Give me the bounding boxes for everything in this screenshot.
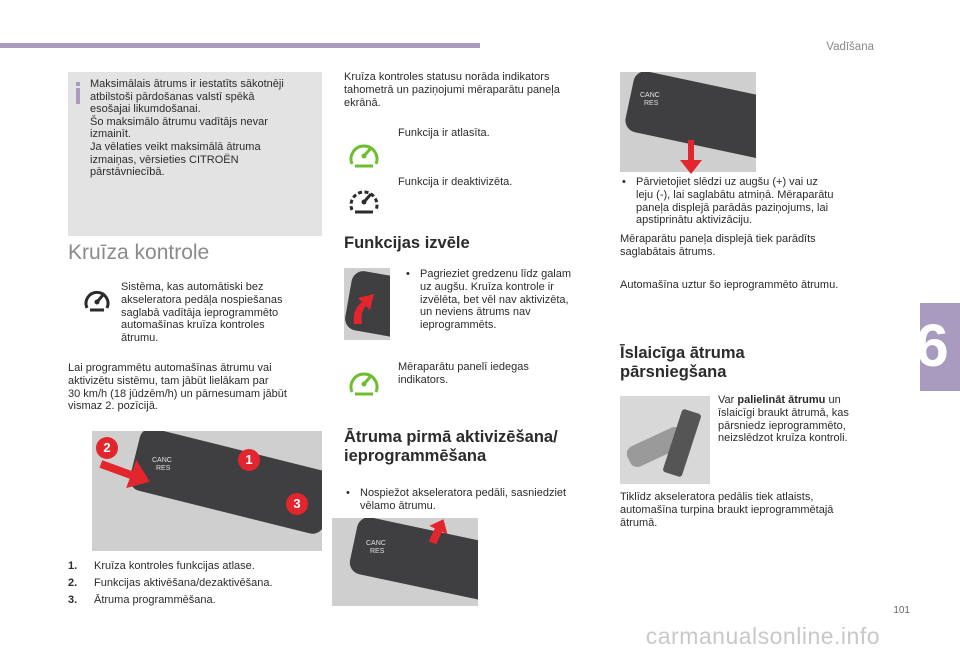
callout-2: 2 [96,437,118,459]
callout-1: 1 [238,449,260,471]
cruise-selected-green-icon [346,138,382,170]
status-deactivated-text: Funkcija ir deaktivizēta. [398,176,513,188]
heading-temporary-overspeed: Īslaicīga ātruma pārsniegšana [620,344,745,381]
list-item: 2. Funkcijas aktivēšana/dezaktivēšana. [68,577,273,589]
info-icon [76,82,80,104]
heading-first-activation: Ātruma pirmā aktivizēšana/ ieprogrammēšana [344,428,558,465]
section-title: Vadīšana [826,41,874,53]
programming-conditions: Lai programmētu automašīnas ātrumu vai aktivizētu sistēmu, tam jābūt lielākam par 30 km/h (18 jūdzēm/h) un pārnesumam jābūt vismaz 2. pozīcijā. [68,362,287,413]
stalk-canc-label: CANC [640,92,660,99]
speedometer-icon [82,286,112,316]
indicator-text: Mēraparātu panelī iedegas indikators. [398,361,529,386]
cruise-deactivated-icon [346,184,382,216]
page-number: 101 [893,605,910,616]
arrow-up-icon [348,290,378,326]
list-item: 1. Kruīza kontroles funkcijas atlase. [68,560,255,572]
watermark: carmanualsonline.info [645,623,880,649]
indicator-green-icon [346,366,382,398]
status-intro: Kruīza kontroles statusu norāda indikators tahometrā un paziņojumi mēraparātu paneļa ekrānā. [344,71,560,109]
stalk-accelerate-photo [332,518,478,606]
arrow-up-icon [428,518,448,544]
header-accent-bar [0,43,480,48]
heading-cruise-control: Kruīza kontrole [68,241,210,264]
cruise-control-description: Sistēma, kas automātiski bez akseleratora pedāļa nospiešanas saglabā vadītāja ieprogrammēto automašīnas kruīza kontroles ātrumu. [121,281,283,345]
first-activation-instruction: • Nospiežot akseleratora pedāli, sasniedziet vēlamo ātrumu. [344,487,600,513]
stalk-res-label: RES [156,465,171,472]
selection-instruction: • Pagrieziet gredzenu līdz galam uz augšu. Kruīza kontrole ir izvēlēta, bet vēl nav aktivizēta, un neviens ātrums nav ieprogrammēts. [404,268,600,332]
steering-stalk-photo [92,431,322,551]
heading-function-selection: Funkcijas izvēle [344,234,470,252]
list-item: 3. Ātruma programmēšana. [68,594,216,606]
status-selected-text: Funkcija ir atlasīta. [398,127,490,139]
pedal-released-text: Tiklīdz akseleratora pedālis tiek atlaists, automašīna turpina braukt ieprogrammētajā ātrumā. [620,491,834,529]
arrow-down-icon [680,140,702,174]
store-speed-instruction: • Pārvietojiet slēdzi uz augšu (+) vai uz leju (-), lai saglabātu atmiņā. Mēraparātu paneļa displejā parādās paziņojums, lai apstiprinātu aktivizāciju. [620,176,860,227]
callout-3: 3 [286,493,308,515]
info-box [68,72,322,236]
stalk-res-label: RES [644,100,659,107]
stalk-res-label: RES [370,548,385,555]
info-text: Maksimālais ātrums ir iestatīts sākotnēji atbilstoši pārdošanas valstī spēkā esošajai likumdošanai. Šo maksimālo ātrumu vadītājs nevar izmainīt. Ja vēlaties veikt maksimālā ātruma izmaiņas, vērsieties CITROËN pārstāvniecībā. [90,78,284,179]
stalk-canc-label: CANC [366,540,386,547]
stalk-canc-label: CANC [152,457,172,464]
ring-rotation-photo [344,268,390,340]
chapter-number: 6 [915,312,949,379]
overspeed-text: Var palielināt ātrumu un īslaicīgi braukt ātrumā, kas pārsniedz ieprogrammēto, neizslēdzot kruīza kontroli. [718,394,849,445]
speed-maintained-text: Automašīna uztur šo ieprogrammēto ātrumu. [620,279,839,291]
accelerator-pedal-photo [620,396,710,484]
saved-speed-text: Mēraparātu paneļa displejā tiek parādīts saglabātais ātrums. [620,233,816,258]
